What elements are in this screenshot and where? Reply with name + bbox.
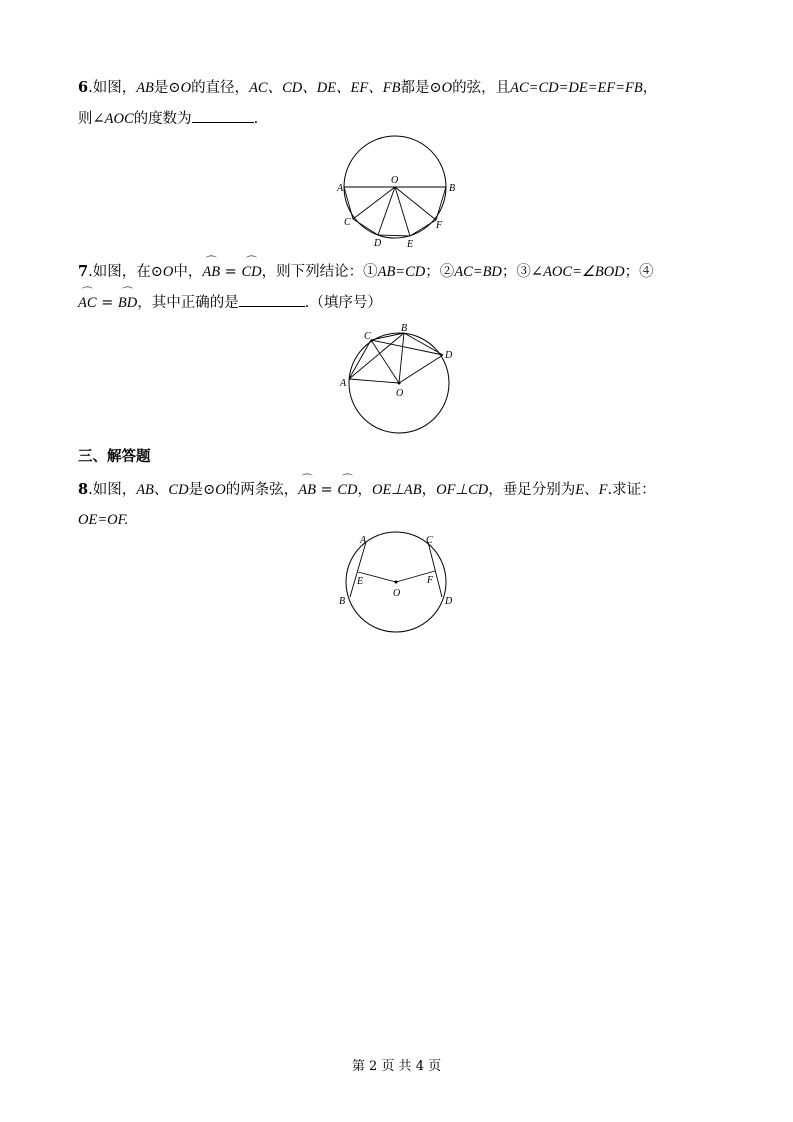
q8-line1 [78,480,656,500]
q7-arc-ac: ⌒ AC [78,293,97,313]
q8-label-a: A [360,535,367,546]
q7-conclusion-1: AB=CD [377,264,426,280]
q7-label-a: A [340,378,347,389]
q8-text: 、 [153,482,169,498]
q7-conclusion-2: AC=BD [454,264,502,280]
q6-label-e: E [407,239,414,250]
q8-text: ， [357,482,372,498]
q8-label-b: B [339,596,346,607]
q6-chords: AC、CD、DE、EF、FB [249,80,401,96]
q6-text: . [253,111,259,127]
q8-text: 是⊙ [188,482,216,498]
q8-cd: CD [168,482,189,498]
q8-e: E [575,482,585,498]
q8-oe-perp-ab: OE⊥AB [371,482,422,498]
q6-text: 都是⊙ [400,80,442,96]
q8-label-e: E [357,576,364,587]
q8-f: F [598,482,608,498]
q7-text: ，则下列结论：① [261,264,378,280]
q6-text: 则∠ [78,111,105,127]
q6-number: 6 [78,79,89,96]
q7-o: O [162,264,174,280]
q8-goal: OE=OF. [78,512,129,528]
q6-text: 的弦，且 [452,80,511,96]
q6-text: .如图， [88,80,137,96]
q6-o: O [441,80,453,96]
q8-line2 [78,510,128,530]
q7-text: .如图，在⊙ [88,264,163,280]
q7-line1 [78,262,654,282]
q8-o: O [215,482,226,498]
q7-arc-bd: ⌒ BD [118,293,137,313]
q6-o: O [180,80,192,96]
q7-arc-ab: ⌒ AB [202,262,220,282]
q7-arc-cd: ⌒ CD [241,262,261,282]
section-heading: 三、解答题 [78,448,151,465]
q7-label-b: B [401,323,408,334]
q8-of-perp-cd: OF⊥CD [436,482,489,498]
q7-label-c: C [364,331,371,342]
q6-label-d: D [374,238,382,249]
q7-text: ；③∠ [501,264,544,280]
q6-text: 的度数为 [133,111,192,127]
q6-aoc: AOC [104,111,134,127]
q6-figure [330,130,460,250]
q6-equalities: AC=CD=DE=EF=FB [510,80,643,96]
q8-number: 8 [78,481,89,498]
q7-figure [335,318,460,440]
q7-label-o: O [396,388,404,399]
q6-ab: AB [136,80,154,96]
q7-eq: = [96,295,118,311]
q7-line2 [78,292,382,313]
q7-text: ；② [425,264,455,280]
q7-number: 7 [78,263,89,280]
q7-label-d: D [445,350,453,361]
q8-label-o: O [393,588,401,599]
q7-eq: = [220,264,242,280]
q6-label-f: F [436,220,443,231]
q7-text: .（填序号） [304,295,382,311]
q8-label-f: F [427,575,434,586]
q8-text: .求证： [607,482,656,498]
q6-answer-blank[interactable] [192,108,254,123]
q6-label-c: C [344,217,351,228]
q8-ab: AB [136,482,154,498]
q7-text: 中， [173,264,203,280]
q6-text: ， [642,80,658,96]
q8-eq: = [315,482,338,498]
q6-label-a: A [337,183,344,194]
q7-conclusion-3: AOC=∠BOD [543,264,625,280]
q8-text: ， [421,482,437,498]
q7-text: ；④ [624,264,654,280]
q6-line2 [78,108,258,129]
q8-text: .如图， [88,482,137,498]
q6-label-o: O [391,175,399,186]
q6-text: 的直径， [191,80,250,96]
q8-text: 的两条弦， [225,482,299,498]
q8-arc-ab: ⌒ AB [298,480,316,500]
q8-label-c: C [426,535,433,546]
q8-figure [333,528,463,638]
q8-label-d: D [445,596,453,607]
q8-text: 、 [584,482,599,498]
q7-answer-blank[interactable] [239,292,305,307]
q6-line1 [78,78,657,98]
q6-label-b: B [449,183,456,194]
page-footer: 第 2 页 共 4 页 [351,1059,442,1074]
q8-arc-cd: ⌒ CD [337,480,357,500]
q6-text: 是⊙ [153,80,181,96]
q8-text: ，垂足分别为 [488,482,576,498]
q7-text: ，其中正确的是 [137,295,239,311]
